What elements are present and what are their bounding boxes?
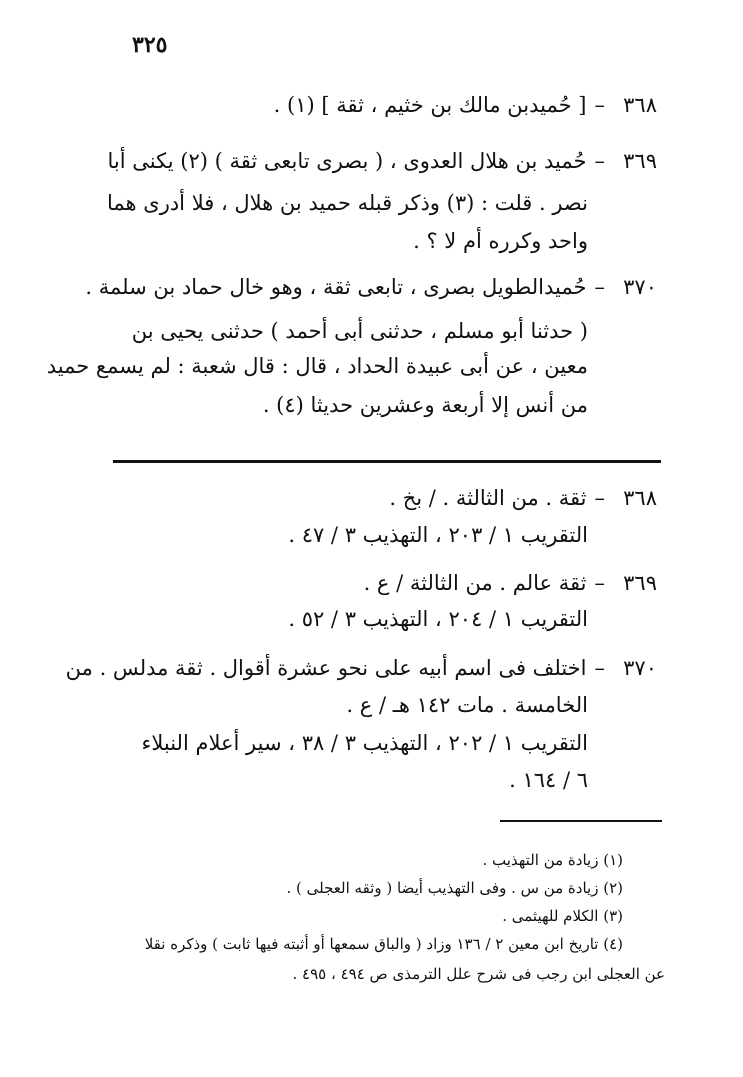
note-370-line-3: التقريب ١ / ٢٠٢ ، التهذيب ٣ / ٣٨ ، سير أعلام النبلاء <box>141 731 588 755</box>
note-368-header <box>389 485 657 512</box>
note-text: ثقة . من الثالثة . / بخ . <box>389 486 587 510</box>
note-370-line-2: الخامسة . مات ١٤٢ هـ / ع . <box>346 693 588 717</box>
entry-number: ٣٧٠ <box>623 275 657 299</box>
note-dash: – <box>594 656 605 680</box>
note-number: ٣٧٠ <box>623 656 657 680</box>
entry-370-line-4: من أنس إلا أربعة وعشرين حديثا (٤) . <box>262 393 588 417</box>
entry-368-header <box>274 92 657 119</box>
note-dash: – <box>594 571 605 595</box>
entry-dash: – <box>594 275 605 299</box>
footnote-1: (١) زيادة من التهذيب . <box>482 851 623 869</box>
note-text: اختلف فى اسم أبيه على نحو عشرة أقوال . ثقة مدلس . من <box>65 656 587 680</box>
entry-text: حُميدالطويل بصرى ، تابعى ثقة ، وهو خال حماد بن سلمة . <box>85 275 587 299</box>
entry-number: ٣٦٩ <box>623 149 657 173</box>
footnote-divider <box>500 820 662 822</box>
note-369-line-2: التقريب ١ / ٢٠٤ ، التهذيب ٣ / ٥٢ . <box>288 607 588 631</box>
footnote-3: (٣) الكلام للهيثمى . <box>502 907 623 925</box>
entry-369-header <box>108 148 657 175</box>
note-368-line-2: التقريب ١ / ٢٠٣ ، التهذيب ٣ / ٤٧ . <box>288 523 588 547</box>
footnote-4: (٤) تاريخ ابن معين ٢ / ١٣٦ وزاد ( والباق سمعها أو أثبته فيها ثابت ) وذكره نقلا <box>144 935 623 953</box>
note-370-header <box>66 655 657 682</box>
page-number: ٣٢٥ <box>132 32 168 58</box>
note-370-line-4: ٦ / ١٦٤ . <box>509 768 588 792</box>
entry-370-line-2: ( حدثنا أبو مسلم ، حدثنى أبى أحمد ) حدثنى يحيى بن <box>131 319 588 343</box>
entry-dash: – <box>594 93 605 117</box>
note-number: ٣٦٩ <box>623 571 657 595</box>
footnote-2: (٢) زيادة من س . وفى التهذيب أيضا ( وثقه العجلى ) . <box>286 879 623 897</box>
entry-369-line-3: واحد وكرره أم لا ؟ . <box>413 229 588 253</box>
note-369-header <box>364 570 657 597</box>
entry-370-line-3: معين ، عن أبى عبيدة الحداد ، قال : قال شعبة : لم يسمع حميد <box>46 354 588 378</box>
entry-text: [ حُميدبن مالك بن خثيم ، ثقة ] (١) . <box>273 93 587 117</box>
entry-369-line-2: نصر . قلت : (٣) وذكر قبله حميد بن هلال ، فلا أدرى هما <box>106 191 588 215</box>
entry-dash: – <box>594 149 605 173</box>
footnote-4-continued: عن العجلى ابن رجب فى شرح علل الترمذى ص ٤٩٤ ، ٤٩٥ . <box>292 965 665 983</box>
note-number: ٣٦٨ <box>623 486 657 510</box>
entry-number: ٣٦٨ <box>623 93 657 117</box>
section-divider <box>113 460 661 463</box>
note-text: ثقة عالم . من الثالثة / ع . <box>363 571 587 595</box>
entry-370-header <box>85 274 657 301</box>
note-dash: – <box>594 486 605 510</box>
entry-text: حُميد بن هلال العدوى ، ( بصرى تابعى ثقة ) (٢) يكنى أبا <box>107 149 587 173</box>
